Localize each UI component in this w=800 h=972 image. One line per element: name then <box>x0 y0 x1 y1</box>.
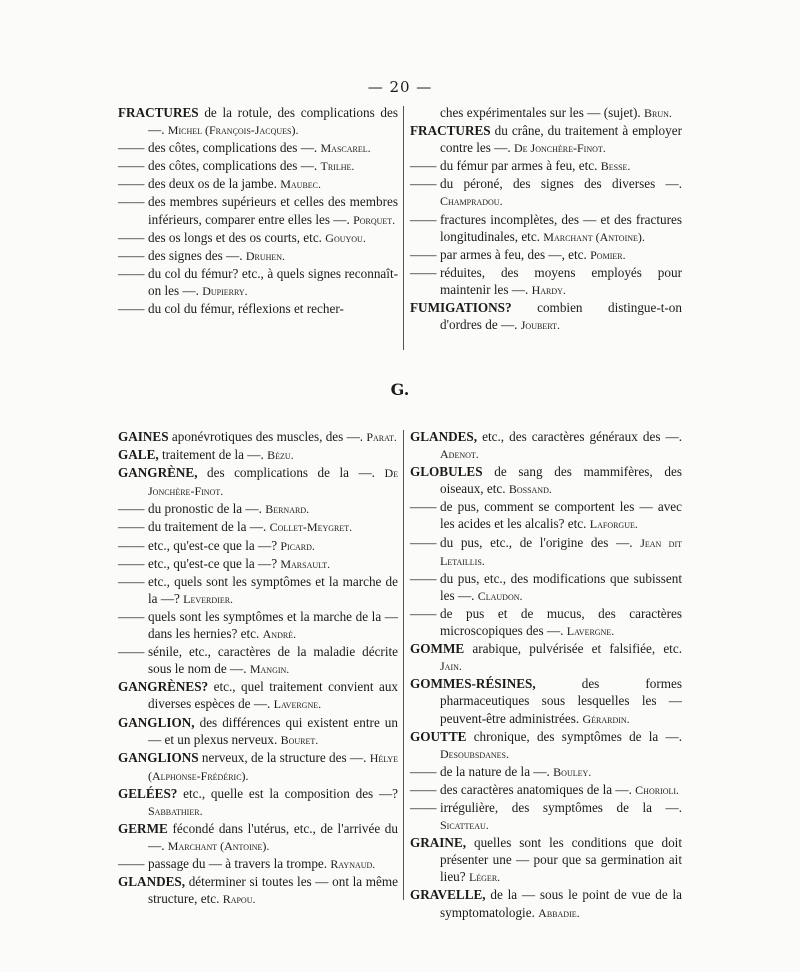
index-entry <box>410 175 682 210</box>
entry-text: de pus et de mucus, des caractères microscopiques des —. <box>440 605 682 639</box>
entry-text: fécondé dans l'utérus, etc., de l'arrivée du —. <box>148 821 398 854</box>
ditto-dash: —— <box>410 158 437 174</box>
index-entry <box>410 675 682 727</box>
entry-heading: GANGLIONS <box>118 749 199 765</box>
index-entry <box>118 714 398 749</box>
upper-right-column <box>410 104 682 334</box>
index-entry <box>410 763 682 781</box>
entry-author: Trilhe. <box>320 159 355 174</box>
entry-text: de sang des mammifères, des oiseaux, etc. <box>440 464 682 497</box>
index-entry <box>118 608 398 643</box>
entry-author: Sicatteau. <box>440 818 489 833</box>
entry-text: du traitement de la —. <box>148 519 267 535</box>
entry-text: du fémur par armes à feu, etc. <box>440 158 598 174</box>
entry-author: Hélye (Alphonse-Frédéric). <box>148 750 399 783</box>
entry-text: des caractères anatomiques de la —. <box>440 781 632 797</box>
index-entry <box>118 229 398 247</box>
entry-author: Claudon. <box>477 588 523 603</box>
entry-text: des côtes, complications des —. <box>148 140 318 156</box>
entry-heading: FRACTURES <box>118 105 199 120</box>
entry-text: nerveux, de la structure des —. <box>201 749 367 765</box>
ditto-dash: —— <box>118 229 145 245</box>
index-entry <box>118 247 398 265</box>
entry-heading: GLANDES, <box>118 874 186 890</box>
lower-left-column <box>118 428 398 909</box>
entry-author: Picard. <box>280 538 315 553</box>
ditto-dash: —— <box>118 573 145 589</box>
index-entry <box>410 728 682 763</box>
index-entry <box>118 643 398 678</box>
index-entry <box>118 300 398 317</box>
entry-author: Brun. <box>643 106 672 120</box>
entry-heading: GAINES <box>118 429 169 444</box>
index-entry <box>410 157 682 175</box>
entry-text: des os longs et des os courts, etc. <box>148 229 322 245</box>
entry-text: des différences qui existent entre un — et un plexus nerveux. <box>148 714 398 747</box>
index-entry <box>410 834 682 886</box>
entry-text: combien distingue-t-on d'ordres de —. <box>440 300 682 333</box>
entry-text: etc., des caractères généraux des —. <box>482 429 683 444</box>
ditto-dash: —— <box>118 194 145 210</box>
entry-text: du péroné, des signes des diverses —. <box>440 176 682 192</box>
ditto-dash: —— <box>410 499 437 515</box>
index-entry <box>118 500 398 518</box>
entry-heading: GOMMES-RÉSINES, <box>410 676 536 692</box>
index-entry <box>118 139 398 157</box>
ditto-dash: —— <box>410 763 437 779</box>
ditto-dash: —— <box>118 856 145 872</box>
entry-text: déterminer si toutes les — ont la même structure, etc. <box>148 874 398 907</box>
index-entry <box>118 518 398 536</box>
ditto-dash: —— <box>410 264 437 280</box>
entry-heading: GOUTTE <box>410 728 467 744</box>
entry-heading: GANGLION, <box>118 714 195 730</box>
upper-left-column <box>118 104 398 317</box>
index-entry <box>118 464 398 500</box>
entry-text: du pus, etc., de l'origine des —. <box>440 534 633 550</box>
entry-author: Marsault. <box>280 556 331 571</box>
entry-author: Besse. <box>600 159 631 174</box>
entry-author: Champradou. <box>440 194 503 209</box>
entry-text: etc., quels sont les symptômes et la marche de la —? <box>148 573 398 606</box>
entry-text: etc., qu'est-ce que la —? <box>148 555 278 571</box>
index-entry <box>118 573 398 608</box>
index-entry <box>118 175 398 193</box>
ditto-dash: —— <box>118 644 145 660</box>
lower-right-column <box>410 428 682 922</box>
entry-author: Michel (François-Jacques). <box>167 123 299 138</box>
entry-author: Dupierry. <box>202 283 248 298</box>
ditto-dash: —— <box>118 519 145 535</box>
index-entry <box>410 428 682 463</box>
entry-author: Chorioli. <box>635 782 680 797</box>
entry-author: Maubec. <box>280 177 322 192</box>
entry-author: Marchant (Antoine). <box>543 229 645 244</box>
index-entry <box>118 873 398 908</box>
entry-author: Raynaud. <box>330 857 376 872</box>
ditto-dash: —— <box>118 176 145 192</box>
index-entry <box>410 246 682 264</box>
ditto-dash: —— <box>410 605 437 621</box>
entry-text: passage du — à travers la trompe. <box>148 856 328 872</box>
ditto-dash: —— <box>118 265 145 281</box>
entry-text: des membres supérieurs et celles des membres inférieurs, comparer entre elles les —. <box>148 194 398 227</box>
entry-text: quelles sont les conditions que doit présenter une — pour que sa germination ait lieu? <box>440 835 682 885</box>
index-entry <box>410 781 682 799</box>
entry-text: des deux os de la jambe. <box>148 176 277 192</box>
entry-author: Abbadie. <box>538 905 580 920</box>
entry-author: Jain. <box>440 659 462 674</box>
index-entry <box>118 855 398 873</box>
index-entry <box>410 463 682 498</box>
entry-author: André. <box>262 627 297 642</box>
entry-author: Bossand. <box>508 482 552 497</box>
index-entry <box>410 299 682 334</box>
entry-author: Bouley. <box>553 764 592 779</box>
entry-heading: GRAVELLE, <box>410 887 486 903</box>
entry-author: Lavergne. <box>566 624 615 639</box>
entry-text: du pronostic de la —. <box>148 501 262 517</box>
entry-author: Bernard. <box>265 502 310 517</box>
index-entry <box>118 785 398 820</box>
ditto-dash: —— <box>118 247 145 263</box>
entry-heading: FRACTURES <box>410 123 491 139</box>
index-entry <box>118 428 398 446</box>
entry-text: des formes pharmaceutiques sous lesquelles les — peuvent-être administrées. <box>440 676 682 726</box>
ditto-dash: —— <box>410 176 437 192</box>
entry-heading: FUMIGATIONS? <box>410 300 512 316</box>
ditto-dash: —— <box>118 608 145 624</box>
section-letter: G. <box>390 380 410 399</box>
column-divider-lower <box>403 430 404 900</box>
entry-text: arabique, pulvérisée et falsifiée, etc. <box>472 641 682 657</box>
index-entry <box>410 605 682 640</box>
ditto-dash: —— <box>410 534 437 550</box>
entry-text: du col du fémur, réflexions et recher- <box>148 301 344 317</box>
ditto-dash: —— <box>410 570 437 586</box>
entry-heading: GRAINE, <box>410 835 467 851</box>
entry-text: par armes à feu, des —, etc. <box>440 246 587 262</box>
entry-author: Laforgue. <box>589 517 638 532</box>
column-divider-upper <box>403 106 404 350</box>
entry-text: quels sont les symptômes et la marche de la — dans les hernies? etc. <box>148 608 398 642</box>
ditto-dash: —— <box>410 799 437 815</box>
index-entry <box>118 446 398 464</box>
entry-author: Mascarel. <box>320 141 371 156</box>
entry-text: de la rotule, des complications des —. <box>148 105 398 138</box>
index-entry <box>410 122 682 157</box>
index-entry <box>410 570 682 605</box>
ditto-dash: —— <box>118 501 145 517</box>
entry-text: de la nature de la —. <box>440 763 550 779</box>
entry-author: Hardy. <box>531 282 566 297</box>
entry-author: Joubert. <box>520 318 560 333</box>
index-entry <box>118 820 398 855</box>
index-entry <box>410 264 682 299</box>
entry-text: etc., qu'est-ce que la —? <box>148 537 278 553</box>
entry-text: sénile, etc., caractères de la maladie décrite sous le nom de —. <box>148 644 398 677</box>
entry-heading: GOMME <box>410 641 465 657</box>
entry-text: chronique, des symptômes de la —. <box>473 728 683 744</box>
entry-author: Gérardin. <box>582 711 630 726</box>
entry-text: des signes des —. <box>148 247 243 263</box>
entry-author: Bouret. <box>280 732 319 747</box>
ditto-dash: —— <box>410 246 437 262</box>
entry-text: de pus, comment se comportent les — avec les acides et les alcalis? etc. <box>440 499 682 532</box>
page-number: — 20 — <box>367 78 433 96</box>
entry-text: des complications de la —. <box>207 465 375 481</box>
entry-author: Sabbathier. <box>148 803 203 818</box>
entry-author: Desoubsdanes. <box>440 746 510 761</box>
entry-author: Adenot. <box>440 447 479 462</box>
index-entry <box>410 211 682 246</box>
entry-author: Mangin. <box>249 662 290 677</box>
entry-author: De Jonchère-Finot. <box>148 466 399 499</box>
ditto-dash: —— <box>118 158 145 174</box>
entry-text: etc., quelle est la composition des —? <box>183 785 398 801</box>
entry-heading: GANGRÈNES? <box>118 679 209 695</box>
index-entry <box>118 555 398 573</box>
entry-author: Marchant (Antoine). <box>167 839 270 854</box>
index-entry <box>118 104 398 139</box>
index-entry <box>410 640 682 675</box>
entry-text: irrégulière, des symptômes de la —. <box>440 799 682 815</box>
entry-author: Bézu. <box>267 448 294 463</box>
index-entry <box>410 799 682 834</box>
index-entry <box>410 498 682 533</box>
entry-text: du crâne, du traitement à employer contre les —. <box>440 123 682 156</box>
entry-author: Druhen. <box>245 248 286 263</box>
ditto-dash: —— <box>118 555 145 571</box>
entry-text: etc., quel traitement convient aux diverses espèces de —. <box>148 679 399 712</box>
entry-text: réduites, des moyens employés pour maintenir les —. <box>440 264 682 297</box>
index-entry <box>118 193 398 228</box>
index-entry <box>118 265 398 300</box>
entry-author: Leverdier. <box>183 591 234 606</box>
ditto-dash: —— <box>118 140 145 156</box>
entry-heading: GERME <box>118 821 168 837</box>
entry-heading: GLOBULES <box>410 464 483 480</box>
entry-author: De Jonchère-Finot. <box>513 141 606 156</box>
index-entry <box>118 749 398 785</box>
index-entry <box>118 678 398 713</box>
entry-author: Parat. <box>366 430 397 444</box>
entry-author: Collet-Meygret. <box>269 520 353 535</box>
entry-author: Lavergne. <box>273 697 322 712</box>
entry-text: du col du fémur? etc., à quels signes reconnaît-on les —. <box>148 265 398 298</box>
entry-author: Jean dit Letaillis. <box>440 535 682 568</box>
ditto-dash: —— <box>118 301 145 317</box>
entry-heading: GALE, <box>118 447 159 463</box>
entry-text: ches expérimentales sur les — (sujet). <box>440 105 641 120</box>
entry-text: fractures incomplètes, des — et des fractures longitudinales, etc. <box>440 211 682 244</box>
index-entry <box>118 157 398 175</box>
entry-heading: GELÉES? <box>118 785 178 801</box>
entry-text: des côtes, complications des —. <box>148 158 318 174</box>
index-entry <box>410 534 682 570</box>
entry-author: Léger. <box>468 870 501 885</box>
entry-author: Porquet. <box>353 212 396 227</box>
entry-text: du pus, etc., des modifications que subissent les —. <box>440 570 682 603</box>
entry-text: traitement de la —. <box>161 447 264 463</box>
index-entry <box>410 104 682 122</box>
entry-text: aponévrotiques des muscles, des —. <box>171 429 364 444</box>
ditto-dash: —— <box>410 781 437 797</box>
index-entry <box>410 886 682 921</box>
entry-author: Gouyou. <box>325 230 366 245</box>
ditto-dash: —— <box>410 211 437 227</box>
entry-heading: GANGRÈNE, <box>118 465 198 481</box>
ditto-dash: —— <box>118 537 145 553</box>
entry-author: Rapou. <box>222 892 256 907</box>
entry-text: de la — sous le point de vue de la symptomatologie. <box>440 887 683 920</box>
entry-heading: GLANDES, <box>410 429 478 444</box>
index-entry <box>118 537 398 555</box>
entry-author: Pomier. <box>590 247 626 262</box>
